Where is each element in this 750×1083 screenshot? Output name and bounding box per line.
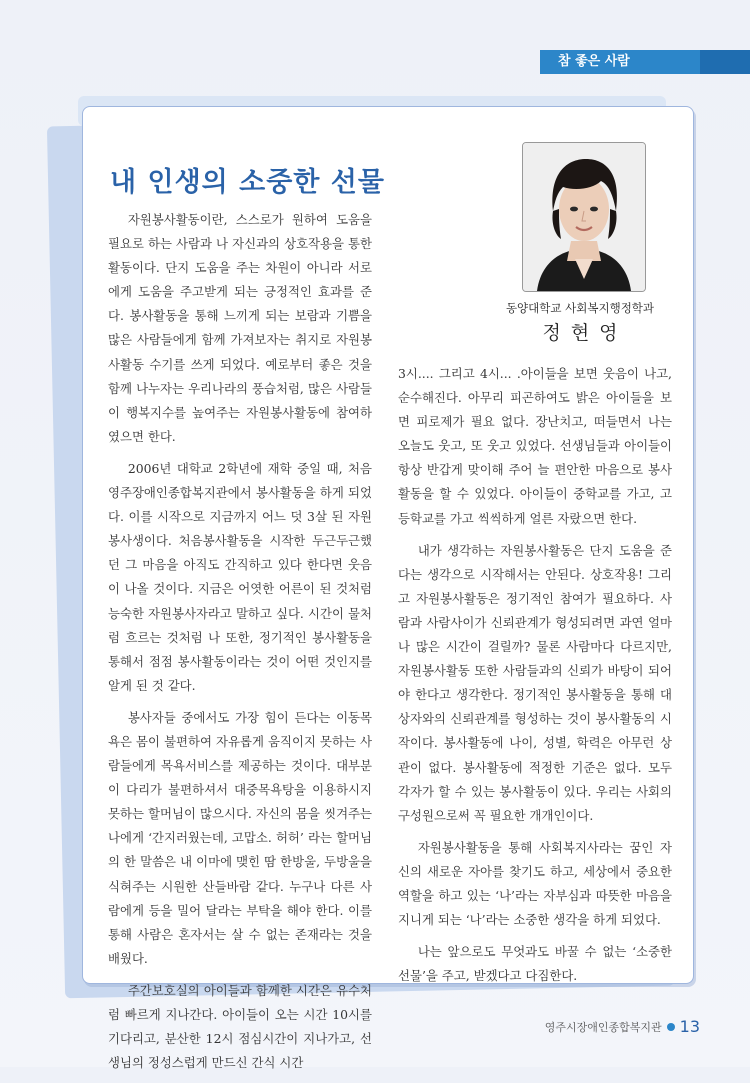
author-photo [522, 142, 646, 292]
article-title: 내 인생의 소중한 선물 [110, 167, 385, 198]
portrait-illustration [523, 143, 645, 291]
paragraph: 자원봉사활동을 통해 사회복지사라는 꿈인 자신의 새로운 자아를 찾기도 하고, 세상에서 중요한 역할을 하고 있는 ‘나’라는 자부심과 따뜻한 마음을 지니게 되는 ‘나’라는 소중한 생각을 하게 되었다. [398, 839, 672, 928]
paragraph: 주간보호실의 아이들과 함께한 시간은 유수처럼 빠르게 지나간다. 아이들이 오는 시간 10시를 기다리고, 분산한 12시 점심시간이 지나가고, 선생님의 정성스럽게 만드신 간식 시간 [108, 982, 372, 1071]
author-affiliation: 동양대학교 사회복지행정학과 [505, 301, 655, 315]
article-column-left [108, 208, 372, 1083]
page-number: 13 [679, 1017, 700, 1036]
section-tab [540, 50, 750, 74]
footer-organization: 영주시장애인종합복지관 [544, 1020, 662, 1034]
paragraph: 내가 생각하는 자원봉사활동은 단지 도움을 준다는 생각으로 시작해서는 안된다. 상호작용! 그리고 자원봉사활동은 정기적인 참여가 필요하다. 사람과 사람사이가 신뢰관계가 형성되려면 과연 얼마나 많은 시간이 걸릴까? 물론 사람마다 다르지만, 자원봉사활동 또한 사람들과의 신뢰가 바탕이 되어야 한다고 생각한다. 정기적인 봉사활동을 통해 대상자와의 신뢰관계를 형성하는 것이 봉사활동의 시작이다. 봉사활동에 나이, 성별, 학력은 아무런 상관이 없다. 봉사활동에 적정한 기준은 없다. 모두 각자가 할 수 있는 봉사활동이 있다. 우리는 사회의 구성원으로써 꼭 필요한 개개인이다. [398, 542, 672, 823]
bullet-dot-icon [667, 1023, 675, 1031]
paragraph: 나는 앞으로도 무엇과도 바꿀 수 없는 ‘소중한 선물’을 주고, 받겠다고 다짐한다. [398, 944, 672, 984]
paragraph: 자원봉사활동이란, 스스로가 원하여 도움을 필요로 하는 사람과 나 자신과의 상호작용을 통한 활동이다. 단지 도움을 주는 차원이 아니라 서로에게 도움을 주고받게 되는 긍정적인 효과를 준다. 봉사활동을 통해 느끼게 되는 보람과 기쁨을 많은 사람들에게 함께 가져보자는 취지로 자원봉사활동 수기를 쓰게 되었다. 예로부터 좋은 것을 함께 나누자는 우리나라의 풍습처럼, 많은 사람들이 행복지수를 높여주는 자원봉사활동에 참여하였으면 한다. [108, 212, 372, 444]
page-footer [545, 1017, 700, 1036]
author-name: 정현영 [542, 322, 628, 344]
paragraph: 3시.... 그리고 4시... .아이들을 보면 웃음이 나고, 순수해진다. 아무리 피곤하여도 밝은 아이들을 보면 피로제가 필요 없다. 장난치고, 떠들면서 나는 오늘도 웃고, 또 웃고 있었다. 선생님들과 아이들이 항상 반갑게 맞이해 주어 늘 편안한 마음으로 봉사활동을 할 수 있었다. 아이들이 중학교를 가고, 고등학교를 가고 씩씩하게 얼른 자랐으면 한다. [398, 366, 672, 526]
section-tab-cap [700, 50, 750, 74]
paragraph: 2006년 대학교 2학년에 재학 중일 때, 처음 영주장애인종합복지관에서 봉사활동을 하게 되었다. 이를 시작으로 지금까지 어느 덧 3살 된 자원봉사생이다. 처음봉사활동을 시작한 두근두근했던 그 마음을 아직도 간직하고 있다 한다면 웃음이 나올 것이다. 지금은 어엿한 어른이 된 것처럼 능숙한 자원봉사자라고 말하고 싶다. 시간이 물처럼 흐르는 것처럼 나 또한, 정기적인 봉사활동을 통해서 점점 봉사활동이라는 것이 어떤 것인지를 알게 된 것 같다. [108, 460, 372, 693]
section-label: 참 좋은 사람 [540, 50, 700, 74]
article-column-right [398, 362, 672, 996]
paragraph: 봉사자들 중에서도 가장 힘이 든다는 이동목욕은 몸이 불편하여 자유롭게 움직이지 못하는 사람들에게 목욕서비스를 제공하는 것이다. 대부분이 다리가 불편하셔서 대중목욕탕을 이용하시지 못하는 할머님이 많으시다. 자신의 몸을 씻겨주는 나에게 ‘간지러웠는데, 고맙소. 허허’ 라는 할머님의 한 말씀은 내 이마에 맺힌 땀 한방울, 두방울을 식혀주는 시원한 산들바람 같다. 누구나 다른 사람에게 등을 밀어 달라는 부탁을 해야 한다. 이를 통해 사람은 혼자서는 살 수 없는 존재라는 것을 배웠다. [108, 709, 372, 966]
